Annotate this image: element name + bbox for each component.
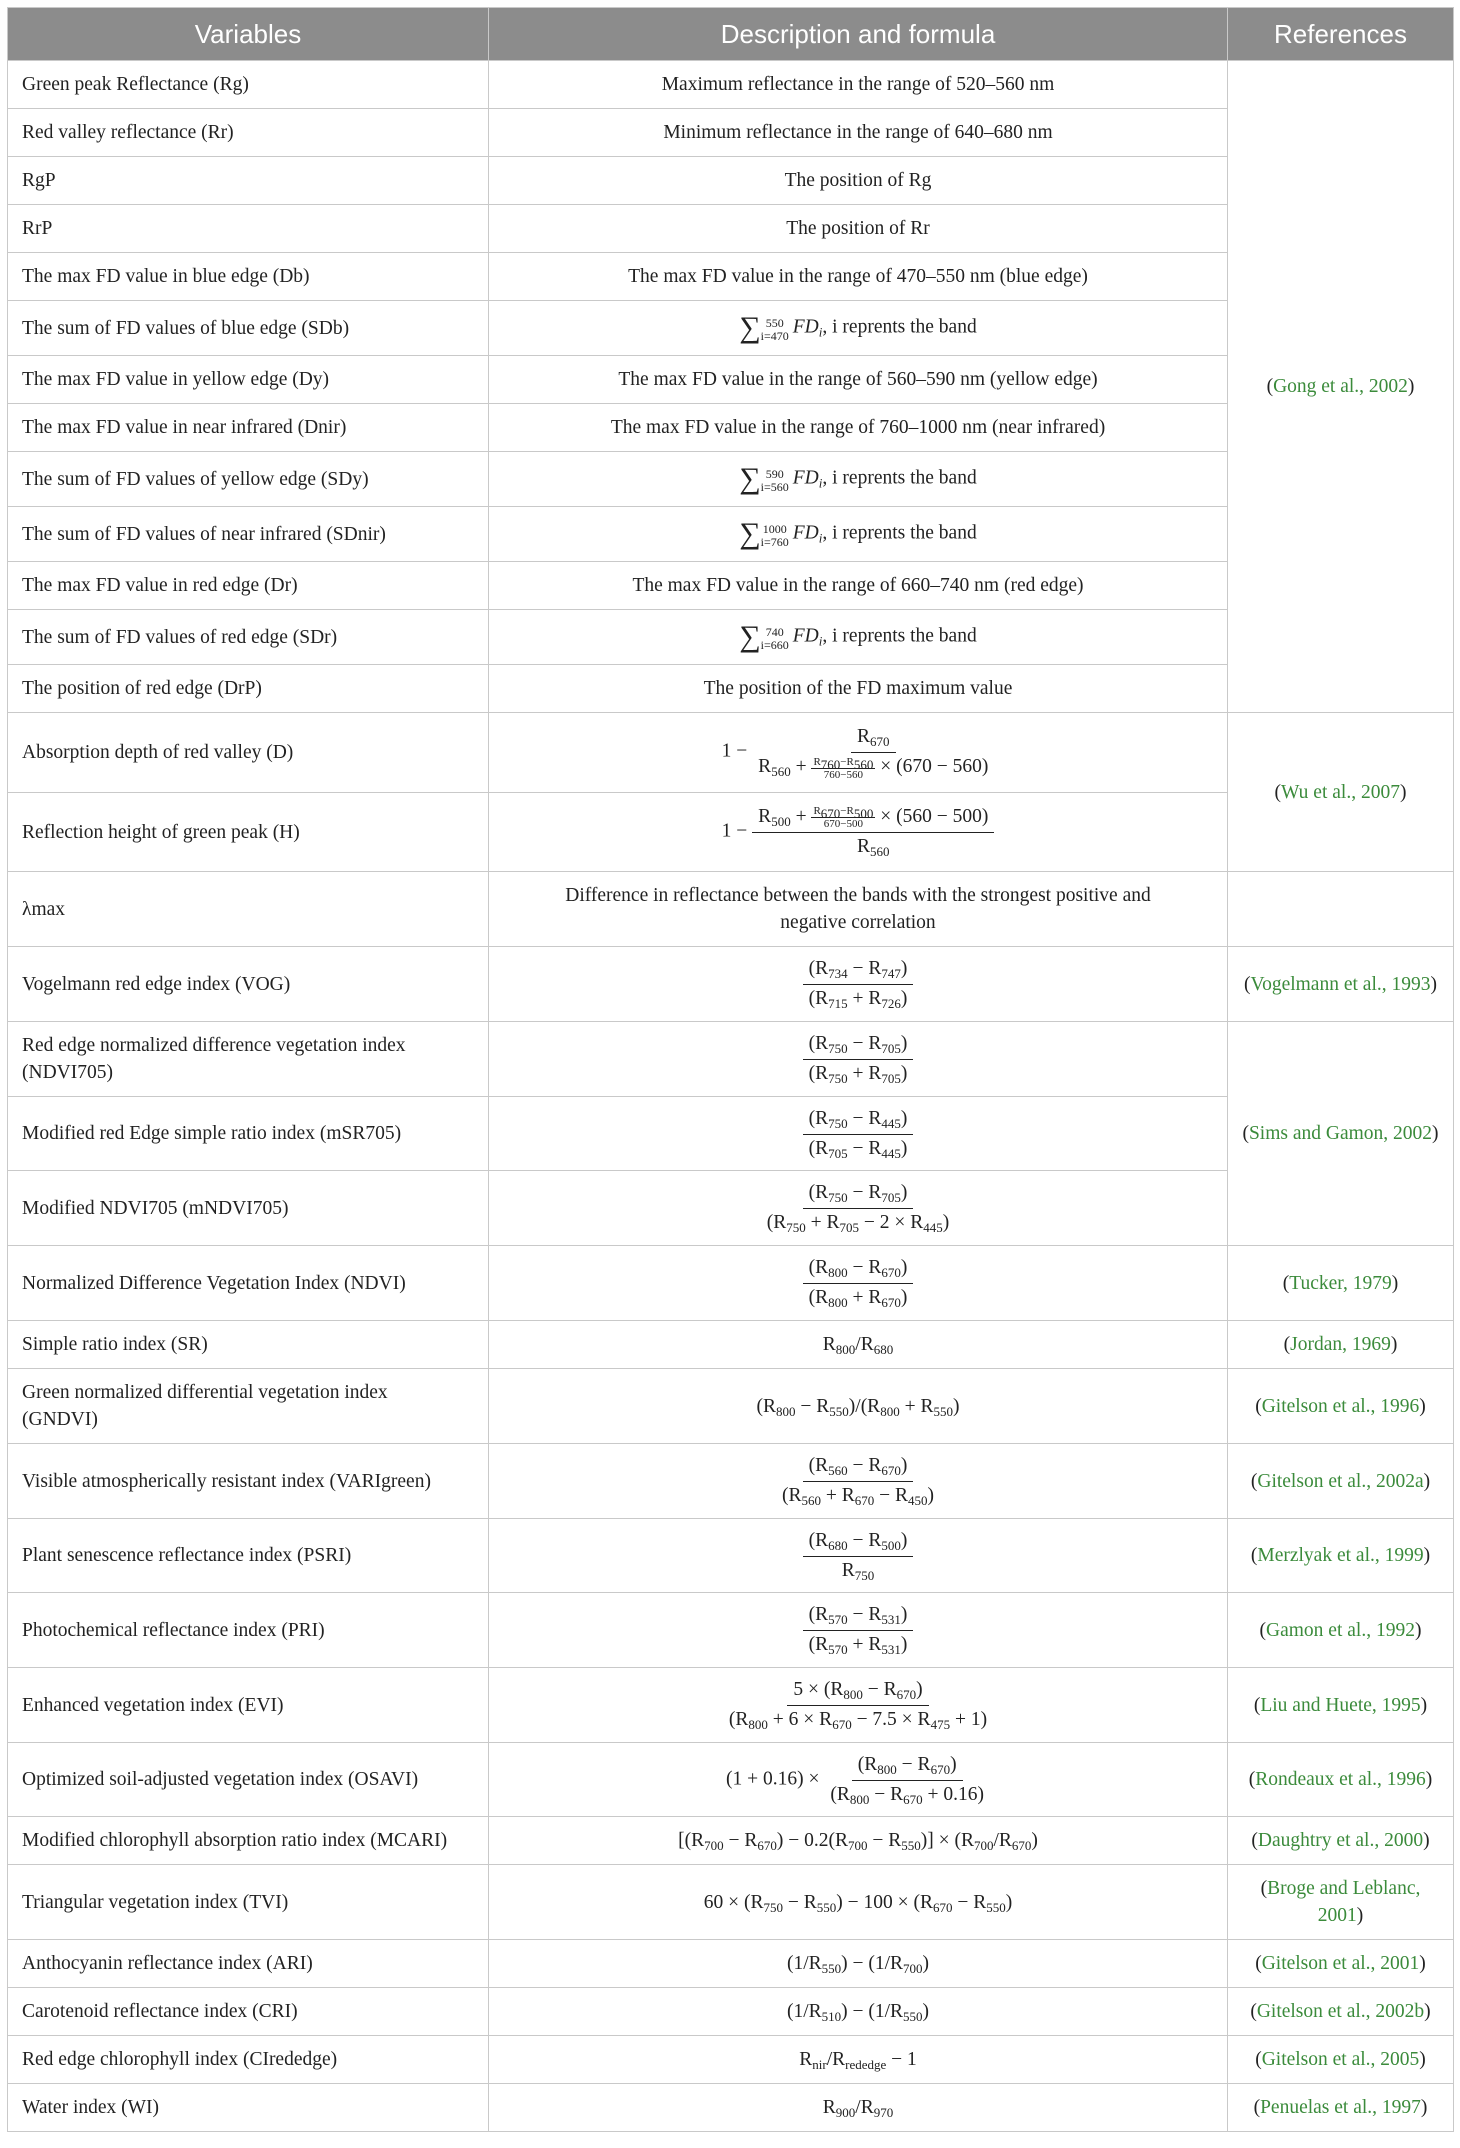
variable-cell: RgP bbox=[8, 157, 489, 205]
variable-cell: The sum of FD values of blue edge (SDb) bbox=[8, 301, 489, 356]
formula-cell: $(1/R_{550}) - (1/R_{700})$ bbox=[489, 1940, 1228, 1988]
formula-cell: 1 − $R_{500}$ + $\frac{R_{670}-R_{500}}{670-500}$ × (560 − 500) $R_{560}$ bbox=[489, 793, 1228, 872]
reference-cell: (Vogelmann et al., 1993) bbox=[1228, 947, 1454, 1022]
reference-link[interactable]: Merzlyak et al., 1999 bbox=[1257, 1545, 1424, 1566]
reference-link[interactable]: Daughtry et al., 2000 bbox=[1257, 1830, 1424, 1851]
formula-cell: $(R_{800} - R_{550})/(R_{800} + R_{550})$ bbox=[489, 1369, 1228, 1444]
table-row bbox=[8, 1743, 1454, 1817]
variable-cell: The position of red edge (DrP) bbox=[8, 665, 489, 713]
variable-cell: λmax bbox=[8, 872, 489, 947]
reference-cell: (Gitelson et al., 2005) bbox=[1228, 2036, 1454, 2084]
variable-cell: Modified red Edge simple ratio index (mSR705) bbox=[8, 1097, 489, 1171]
description-cell: The max FD value in the range of 760–1000 nm (near infrared) bbox=[489, 404, 1228, 452]
reference-cell: (Tucker, 1979) bbox=[1228, 1246, 1454, 1321]
table-row bbox=[8, 1940, 1454, 1988]
formula-cell: ∑ 590 i=560 $FD_i$, i reprents the band bbox=[489, 452, 1228, 507]
reference-cell: (Jordan, 1969) bbox=[1228, 1321, 1454, 1369]
variables-table bbox=[7, 7, 1454, 2132]
description-cell: The max FD value in the range of 560–590 nm (yellow edge) bbox=[489, 356, 1228, 404]
formula-cell: (1 + 0.16) × $\frac{(R_{800} - R_{670})}{(R_{800} - R_{670} + 0.16)}$ bbox=[489, 1743, 1228, 1817]
variable-cell: The max FD value in blue edge (Db) bbox=[8, 253, 489, 301]
formula-cell: $[(R_{700} - R_{670}) - 0.2(R_{700} - R_{550})] \times (R_{700}/R_{670})$ bbox=[489, 1817, 1228, 1865]
header-description: Description and formula bbox=[489, 8, 1228, 61]
formula-cell: $\frac{(R_{750} - R_{445})}{(R_{705} - R_{445})}$ bbox=[489, 1097, 1228, 1171]
reference-cell: (Merzlyak et al., 1999) bbox=[1228, 1519, 1454, 1593]
variable-cell: Red valley reflectance (Rr) bbox=[8, 109, 489, 157]
variable-cell: Carotenoid reflectance index (CRI) bbox=[8, 1988, 489, 2036]
description-cell: The position of the FD maximum value bbox=[489, 665, 1228, 713]
variable-cell: Modified NDVI705 (mNDVI705) bbox=[8, 1171, 489, 1246]
table-row bbox=[8, 1444, 1454, 1519]
table-row bbox=[8, 713, 1454, 793]
variable-cell: Green normalized differential vegetation index (GNDVI) bbox=[8, 1369, 489, 1444]
variable-cell: Red edge chlorophyll index (CIrededge) bbox=[8, 2036, 489, 2084]
formula-cell: $(1/R_{510}) - (1/R_{550})$ bbox=[489, 1988, 1228, 2036]
reference-link[interactable]: Sims and Gamon, 2002 bbox=[1248, 1123, 1433, 1144]
variable-cell: Optimized soil-adjusted vegetation index (OSAVI) bbox=[8, 1743, 489, 1817]
table-row bbox=[8, 1988, 1454, 2036]
table-row bbox=[8, 1321, 1454, 1369]
table-header-row bbox=[8, 8, 1454, 61]
description-cell: The max FD value in the range of 660–740 nm (red edge) bbox=[489, 562, 1228, 610]
variable-cell: The sum of FD values of red edge (SDr) bbox=[8, 610, 489, 665]
reference-link[interactable]: Gitelson et al., 1996 bbox=[1261, 1395, 1420, 1417]
summation-formula: ∑ 590 i=560 bbox=[739, 462, 789, 495]
reference-cell: (Liu and Huete, 1995) bbox=[1228, 1668, 1454, 1743]
table-row bbox=[8, 1865, 1454, 1940]
table-row bbox=[8, 1022, 1454, 1097]
reference-link[interactable]: Gitelson et al., 2001 bbox=[1261, 1953, 1420, 1974]
table-row bbox=[8, 1668, 1454, 1743]
variable-cell: Triangular vegetation index (TVI) bbox=[8, 1865, 489, 1940]
variable-cell: The max FD value in near infrared (Dnir) bbox=[8, 404, 489, 452]
formula-cell: $\frac{(R_{560} - R_{670})}{(R_{560} + R_{670} - R_{450})}$ bbox=[489, 1444, 1228, 1519]
formula-cell: $60 \times (R_{750} - R_{550}) - 100 \times (R_{670} - R_{550})$ bbox=[489, 1865, 1228, 1940]
table-row bbox=[8, 1246, 1454, 1321]
formula-cell: 1 − $R_{670}$ $R_{560}$ + $\frac{R_{760}-R_{560}}{760-560}$ × (670 − 560) bbox=[489, 713, 1228, 793]
formula-cell: $\frac{(R_{570} - R_{531})}{(R_{570} + R_{531})}$ bbox=[489, 1593, 1228, 1668]
reference-cell: (Gitelson et al., 1996) bbox=[1228, 1369, 1454, 1444]
variable-cell: Vogelmann red edge index (VOG) bbox=[8, 947, 489, 1022]
variable-cell: Red edge normalized difference vegetation index (NDVI705) bbox=[8, 1022, 489, 1097]
variable-cell: Plant senescence reflectance index (PSRI) bbox=[8, 1519, 489, 1593]
variable-cell: Green peak Reflectance (Rg) bbox=[8, 61, 489, 109]
description-cell: The position of Rg bbox=[489, 157, 1228, 205]
description-cell: The position of Rr bbox=[489, 205, 1228, 253]
reference-cell: (Penuelas et al., 1997) bbox=[1228, 2084, 1454, 2132]
reference-link[interactable]: Gitelson et al., 2002b bbox=[1256, 2001, 1425, 2022]
variable-cell: RrP bbox=[8, 205, 489, 253]
formula-cell: ∑ 1000 i=760 $FD_i$, i reprents the band bbox=[489, 507, 1228, 562]
variable-cell: Absorption depth of red valley (D) bbox=[8, 713, 489, 793]
reference-cell: (Gitelson et al., 2002b) bbox=[1228, 1988, 1454, 2036]
reference-link[interactable]: Jordan, 1969 bbox=[1290, 1334, 1391, 1355]
reference-link[interactable]: Gitelson et al., 2002a bbox=[1257, 1470, 1424, 1492]
description-cell: Maximum reflectance in the range of 520–560 nm bbox=[489, 61, 1228, 109]
variable-cell: The sum of FD values of near infrared (SDnir) bbox=[8, 507, 489, 562]
formula-cell: $R_{900}/R_{970}$ bbox=[489, 2084, 1228, 2132]
reference-cell: (Gamon et al., 1992) bbox=[1228, 1593, 1454, 1668]
formula-cell: $R_{800}/R_{680}$ bbox=[489, 1321, 1228, 1369]
variable-cell: Photochemical reflectance index (PRI) bbox=[8, 1593, 489, 1668]
reference-cell: (Gitelson et al., 2002a) bbox=[1228, 1444, 1454, 1519]
reference-cell: (Gitelson et al., 2001) bbox=[1228, 1940, 1454, 1988]
reference-cell: (Daughtry et al., 2000) bbox=[1228, 1817, 1454, 1865]
reference-link[interactable]: Tucker, 1979 bbox=[1289, 1272, 1392, 1294]
table-row bbox=[8, 872, 1454, 947]
reference-link[interactable]: Liu and Huete, 1995 bbox=[1260, 1694, 1421, 1716]
variable-cell: Enhanced vegetation index (EVI) bbox=[8, 1668, 489, 1743]
variable-cell: Anthocyanin reflectance index (ARI) bbox=[8, 1940, 489, 1988]
variable-cell: Normalized Difference Vegetation Index (NDVI) bbox=[8, 1246, 489, 1321]
header-variables: Variables bbox=[8, 8, 489, 61]
variable-cell: Reflection height of green peak (H) bbox=[8, 793, 489, 872]
table-row bbox=[8, 1369, 1454, 1444]
variable-cell: The max FD value in red edge (Dr) bbox=[8, 562, 489, 610]
description-cell: Minimum reflectance in the range of 640–680 nm bbox=[489, 109, 1228, 157]
reference-link[interactable]: Gitelson et al., 2005 bbox=[1261, 2049, 1420, 2070]
reference-link[interactable]: Wu et al., 2007 bbox=[1281, 781, 1400, 803]
reference-link[interactable]: Broge and Leblanc, 2001 bbox=[1267, 1878, 1421, 1926]
formula-cell: $\frac{(R_{800} - R_{670})}{(R_{800} + R_{670})}$ bbox=[489, 1246, 1228, 1321]
formula-cell: $R_{nir}/R_{rededge} - 1$ bbox=[489, 2036, 1228, 2084]
reference-link[interactable]: Rondeaux et al., 1996 bbox=[1255, 1769, 1426, 1790]
table-row bbox=[8, 947, 1454, 1022]
variable-cell: Visible atmospherically resistant index (VARIgreen) bbox=[8, 1444, 489, 1519]
table-row bbox=[8, 1817, 1454, 1865]
reference-link[interactable]: Gamon et al., 1992 bbox=[1266, 1619, 1415, 1641]
table-row bbox=[8, 1519, 1454, 1593]
formula-cell: $\frac{(R_{750} - R_{705})}{(R_{750} + R_{705} - 2 \times R_{445})}$ bbox=[489, 1171, 1228, 1246]
formula-cell: $\frac{(R_{734} - R_{747})}{(R_{715} + R_{726})}$ bbox=[489, 947, 1228, 1022]
reference-link[interactable]: Vogelmann et al., 1993 bbox=[1250, 973, 1431, 995]
reference-cell: (Wu et al., 2007) bbox=[1228, 713, 1454, 872]
summation-formula: ∑ 550 i=470 bbox=[739, 311, 789, 344]
formula-cell: $\frac{(R_{680} - R_{500})}{R_{750}}$ bbox=[489, 1519, 1228, 1593]
reference-cell: (Gong et al., 2002) bbox=[1228, 61, 1454, 713]
reference-cell-empty bbox=[1228, 872, 1454, 947]
formula-cell: $\frac{(R_{750} - R_{705})}{(R_{750} + R_{705})}$ bbox=[489, 1022, 1228, 1097]
table-row bbox=[8, 2084, 1454, 2132]
table-row bbox=[8, 61, 1454, 109]
summation-formula: ∑ 1000 i=760 bbox=[739, 517, 789, 550]
reference-cell: (Broge and Leblanc, 2001) bbox=[1228, 1865, 1454, 1940]
formula-cell: ∑ 550 i=470 $FD_i$, i reprents the band bbox=[489, 301, 1228, 356]
table-row bbox=[8, 2036, 1454, 2084]
table-row bbox=[8, 1593, 1454, 1668]
variable-cell: The max FD value in yellow edge (Dy) bbox=[8, 356, 489, 404]
formula-cell: $\frac{5 \times (R_{800} - R_{670})}{(R_{800} + 6 \times R_{670} - 7.5 \times R_{475} + 1)}$ bbox=[489, 1668, 1228, 1743]
variable-cell: The sum of FD values of yellow edge (SDy) bbox=[8, 452, 489, 507]
formula-cell: ∑ 740 i=660 $FD_i$, i reprents the band bbox=[489, 610, 1228, 665]
variable-cell: Simple ratio index (SR) bbox=[8, 1321, 489, 1369]
description-cell: The max FD value in the range of 470–550 nm (blue edge) bbox=[489, 253, 1228, 301]
variable-cell: Water index (WI) bbox=[8, 2084, 489, 2132]
summation-formula: ∑ 740 i=660 bbox=[739, 620, 789, 653]
description-cell: Difference in reflectance between the bands with the strongest positive and negative correlation bbox=[489, 872, 1228, 947]
reference-link[interactable]: Gong et al., 2002 bbox=[1273, 376, 1408, 397]
reference-cell: (Rondeaux et al., 1996) bbox=[1228, 1743, 1454, 1817]
variable-cell: Modified chlorophyll absorption ratio index (MCARI) bbox=[8, 1817, 489, 1865]
reference-link[interactable]: Penuelas et al., 1997 bbox=[1260, 2097, 1421, 2118]
reference-cell: (Sims and Gamon, 2002) bbox=[1228, 1022, 1454, 1246]
header-references: References bbox=[1228, 8, 1454, 61]
